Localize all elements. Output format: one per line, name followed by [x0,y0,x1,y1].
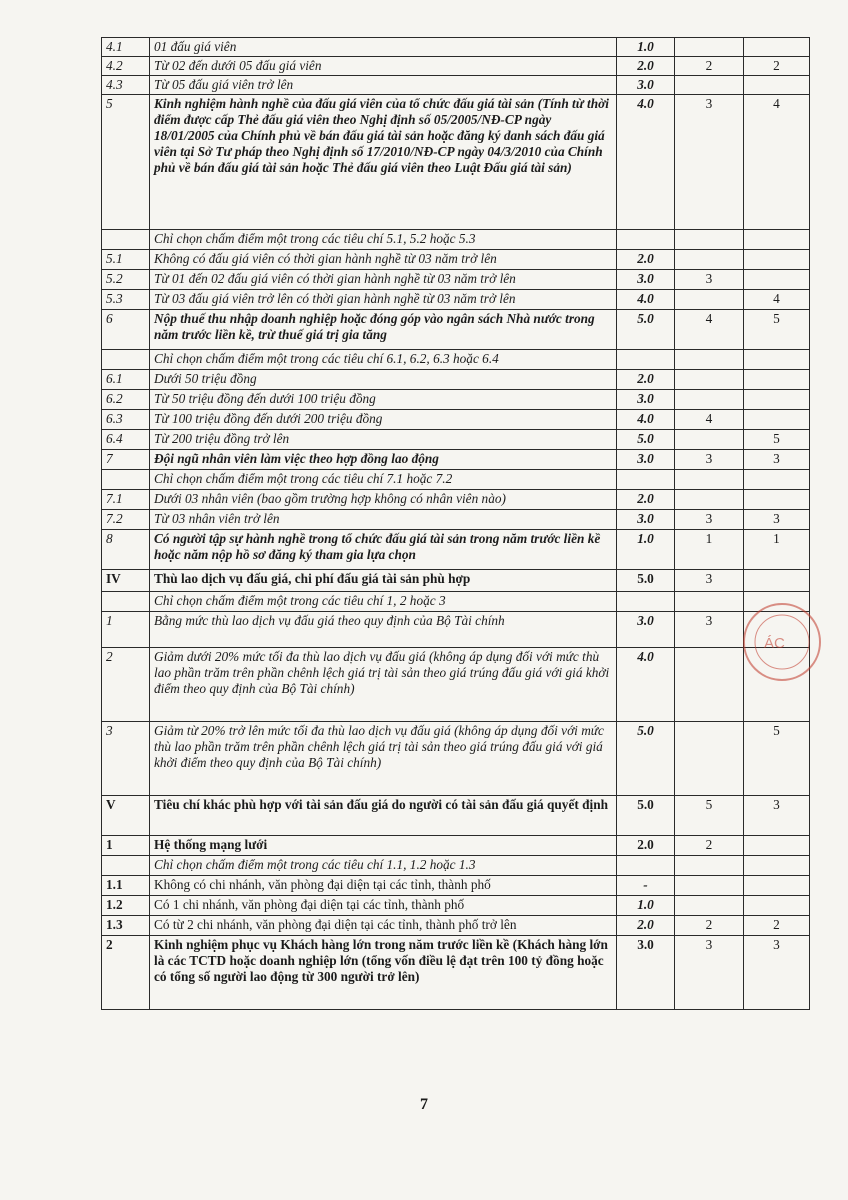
max-score: 3.0 [617,76,675,95]
table-row [102,290,810,310]
max-score: 2.0 [617,250,675,270]
criterion-description: Kinh nghiệm phục vụ Khách hàng lớn trong năm trước liền kề (Khách hàng lớn là các TCTD hoặc doanh nghiệp lớn (tổng vốn điều lệ đạt trên 100 tỷ đồng hoặc có tổng số người lao động từ 300 người trở lên) [150,936,617,1010]
table-row [102,350,810,370]
table-row [102,490,810,510]
criterion-description: Giảm từ 20% trở lên mức tối đa thù lao dịch vụ đấu giá (không áp dụng đối với mức thù lao phần trăm trên phần chênh lệch giá trị tài sản theo giá trúng đấu giá với giá khởi điểm theo quy định của Bộ Tài chính) [150,722,617,796]
criterion-description: Giảm dưới 20% mức tối đa thù lao dịch vụ đấu giá (không áp dụng đối với mức thù lao phần trăm trên phần chênh lệch giá trị tài sản theo giá trúng đấu giá với giá khởi điểm theo quy định của Bộ Tài chính) [150,648,617,722]
score-column-2 [744,896,810,916]
max-score: 4.0 [617,410,675,430]
criterion-description: Từ 200 triệu đồng trở lên [150,430,617,450]
score-column-2 [744,250,810,270]
table-row [102,612,810,648]
criterion-description: Dưới 03 nhân viên (bao gồm trường hợp không có nhân viên nào) [150,490,617,510]
score-column-1: 2 [675,916,744,936]
criterion-number: 6.2 [102,390,150,410]
score-column-1: 3 [675,450,744,470]
table-row [102,916,810,936]
score-column-1 [675,592,744,612]
criterion-description: Từ 01 đến 02 đấu giá viên có thời gian hành nghề từ 03 năm trở lên [150,270,617,290]
table-row [102,76,810,95]
max-score: - [617,876,675,896]
table-row [102,38,810,57]
criterion-number: 7.2 [102,510,150,530]
score-column-2: 3 [744,450,810,470]
max-score: 3.0 [617,270,675,290]
criterion-description: Đội ngũ nhân viên làm việc theo hợp đồng lao động [150,450,617,470]
criterion-description: Chỉ chọn chấm điểm một trong các tiêu chí 6.1, 6.2, 6.3 hoặc 6.4 [150,350,617,370]
table-row [102,450,810,470]
score-column-2 [744,470,810,490]
score-column-2 [744,76,810,95]
score-column-2: 5 [744,430,810,450]
criterion-description: Từ 03 đấu giá viên trở lên có thời gian hành nghề từ 03 năm trở lên [150,290,617,310]
criterion-number: 1 [102,836,150,856]
criterion-number [102,230,150,250]
score-column-2 [744,856,810,876]
score-column-2: 1 [744,530,810,570]
criterion-number: 5.3 [102,290,150,310]
max-score: 5.0 [617,796,675,836]
score-column-1 [675,876,744,896]
criterion-description: Bằng mức thù lao dịch vụ đấu giá theo quy định của Bộ Tài chính [150,612,617,648]
criterion-description: Có từ 2 chi nhánh, văn phòng đại diện tại các tỉnh, thành phố trở lên [150,916,617,936]
criterion-number: V [102,796,150,836]
criterion-number: 5.2 [102,270,150,290]
criterion-number: 1.2 [102,896,150,916]
criterion-number: 6 [102,310,150,350]
table-row [102,936,810,1010]
table-row [102,430,810,450]
table-row [102,470,810,490]
criterion-description: Thù lao dịch vụ đấu giá, chi phí đấu giá tài sản phù hợp [150,570,617,592]
max-score: 1.0 [617,896,675,916]
score-column-2: 5 [744,310,810,350]
max-score: 4.0 [617,95,675,230]
max-score: 3.0 [617,510,675,530]
max-score: 1.0 [617,530,675,570]
criterion-number: 4.2 [102,57,150,76]
score-column-2 [744,390,810,410]
table-row [102,722,810,796]
table-row [102,876,810,896]
score-column-1: 3 [675,270,744,290]
svg-text:ÁC: ÁC [764,635,785,652]
score-column-2: 4 [744,95,810,230]
score-column-2 [744,350,810,370]
criterion-number [102,350,150,370]
criterion-description: Từ 50 triệu đồng đến dưới 100 triệu đồng [150,390,617,410]
score-column-2 [744,410,810,430]
table-row [102,270,810,290]
criterion-description: Chỉ chọn chấm điểm một trong các tiêu chí 1, 2 hoặc 3 [150,592,617,612]
table-row [102,95,810,230]
table-row [102,410,810,430]
score-column-1 [675,896,744,916]
criterion-description: 01 đấu giá viên [150,38,617,57]
score-column-2 [744,490,810,510]
criterion-number [102,592,150,612]
table-row [102,896,810,916]
max-score: 2.0 [617,916,675,936]
table-row [102,592,810,612]
score-column-1: 3 [675,612,744,648]
criterion-description: Dưới 50 triệu đồng [150,370,617,390]
score-column-2: 3 [744,510,810,530]
score-column-2 [744,38,810,57]
criterion-description: Chỉ chọn chấm điểm một trong các tiêu chí 1.1, 1.2 hoặc 1.3 [150,856,617,876]
criterion-number: 5.1 [102,250,150,270]
table-row [102,57,810,76]
criterion-number: 4.1 [102,38,150,57]
score-column-1: 5 [675,796,744,836]
criterion-number [102,856,150,876]
criterion-description: Từ 02 đến dưới 05 đấu giá viên [150,57,617,76]
criterion-number: 6.3 [102,410,150,430]
table-row [102,230,810,250]
criterion-description: Từ 100 triệu đồng đến dưới 200 triệu đồng [150,410,617,430]
page-number: 7 [420,1096,428,1113]
criterion-number: 2 [102,936,150,1010]
criterion-number: 8 [102,530,150,570]
max-score: 1.0 [617,38,675,57]
max-score [617,470,675,490]
score-column-1: 1 [675,530,744,570]
scoring-table [101,37,810,1010]
table-row [102,510,810,530]
max-score: 3.0 [617,450,675,470]
table-row [102,390,810,410]
score-column-2 [744,230,810,250]
score-column-1: 3 [675,570,744,592]
criterion-number: 7.1 [102,490,150,510]
criterion-description: Từ 03 nhân viên trở lên [150,510,617,530]
score-column-2 [744,270,810,290]
score-column-1: 3 [675,510,744,530]
score-column-2: 3 [744,936,810,1010]
max-score: 5.0 [617,722,675,796]
max-score: 5.0 [617,570,675,592]
criterion-description: Hệ thống mạng lưới [150,836,617,856]
table-row [102,856,810,876]
score-column-1 [675,350,744,370]
criterion-number: 4.3 [102,76,150,95]
score-column-2: 3 [744,796,810,836]
criterion-number: 2 [102,648,150,722]
score-column-2: 5 [744,722,810,796]
score-column-1 [675,76,744,95]
score-column-2 [744,836,810,856]
criterion-number: 6.4 [102,430,150,450]
table-row [102,250,810,270]
max-score: 4.0 [617,290,675,310]
score-column-1: 3 [675,936,744,1010]
max-score: 3.0 [617,612,675,648]
score-column-1 [675,470,744,490]
max-score [617,856,675,876]
table-row [102,530,810,570]
table-row [102,570,810,592]
max-score: 5.0 [617,430,675,450]
score-column-1: 2 [675,57,744,76]
score-column-2 [744,570,810,592]
score-column-2 [744,370,810,390]
max-score: 2.0 [617,57,675,76]
criterion-number: IV [102,570,150,592]
score-column-1 [675,230,744,250]
criterion-description: Có 1 chi nhánh, văn phòng đại diện tại các tỉnh, thành phố [150,896,617,916]
score-column-1 [675,390,744,410]
max-score: 3.0 [617,936,675,1010]
max-score: 3.0 [617,390,675,410]
criterion-description: Không có đấu giá viên có thời gian hành nghề từ 03 năm trở lên [150,250,617,270]
score-column-1 [675,38,744,57]
score-column-1: 2 [675,836,744,856]
criterion-number: 3 [102,722,150,796]
score-column-1: 4 [675,310,744,350]
max-score: 2.0 [617,490,675,510]
criterion-description: Không có chi nhánh, văn phòng đại diện tại các tỉnh, thành phố [150,876,617,896]
max-score: 4.0 [617,648,675,722]
criterion-description: Kinh nghiệm hành nghề của đấu giá viên của tổ chức đấu giá tài sản (Tính từ thời điểm được cấp Thẻ đấu giá viên theo Nghị định số 05/2005/NĐ-CP ngày 18/01/2005 của Chính phủ về bán đấu giá tài sản hoặc đăng ký danh sách đấu giá viên tại Sở Tư pháp theo Nghị định số 17/2010/NĐ-CP ngày 04/3/2010 của Chính phủ về bán đấu giá tài sản hoặc Thẻ đấu giá viên theo Luật Đấu giá tài sản) [150,95,617,230]
score-column-1 [675,648,744,722]
criterion-number: 1.3 [102,916,150,936]
criterion-description: Chỉ chọn chấm điểm một trong các tiêu chí 5.1, 5.2 hoặc 5.3 [150,230,617,250]
criterion-number: 1.1 [102,876,150,896]
table-row [102,310,810,350]
criterion-description: Chỉ chọn chấm điểm một trong các tiêu chí 7.1 hoặc 7.2 [150,470,617,490]
score-column-1 [675,722,744,796]
score-column-1 [675,290,744,310]
score-column-1 [675,490,744,510]
table-row [102,796,810,836]
max-score [617,592,675,612]
criterion-description: Tiêu chí khác phù hợp với tài sản đấu giá do người có tài sản đấu giá quyết định [150,796,617,836]
criterion-description: Có người tập sự hành nghề trong tổ chức đấu giá tài sản trong năm trước liền kề hoặc năm nộp hồ sơ đăng ký tham gia lựa chọn [150,530,617,570]
criterion-number: 5 [102,95,150,230]
max-score: 5.0 [617,310,675,350]
table-row [102,836,810,856]
table-row [102,370,810,390]
max-score: 2.0 [617,836,675,856]
criterion-description: Từ 05 đấu giá viên trở lên [150,76,617,95]
score-column-2: 4 [744,290,810,310]
score-column-2 [744,876,810,896]
score-column-1 [675,370,744,390]
score-column-1 [675,856,744,876]
score-column-2: 2 [744,57,810,76]
bank-seal-stamp [740,600,824,684]
max-score [617,350,675,370]
table-row [102,648,810,722]
criterion-number: 1 [102,612,150,648]
score-column-1 [675,430,744,450]
score-column-1 [675,250,744,270]
max-score: 2.0 [617,370,675,390]
max-score [617,230,675,250]
criterion-description: Nộp thuế thu nhập doanh nghiệp hoặc đóng góp vào ngân sách Nhà nước trong năm trước liền kề, trừ thuế giá trị gia tăng [150,310,617,350]
criterion-number: 7 [102,450,150,470]
criterion-number [102,470,150,490]
score-column-2: 2 [744,916,810,936]
score-column-1: 3 [675,95,744,230]
criterion-number: 6.1 [102,370,150,390]
score-column-1: 4 [675,410,744,430]
